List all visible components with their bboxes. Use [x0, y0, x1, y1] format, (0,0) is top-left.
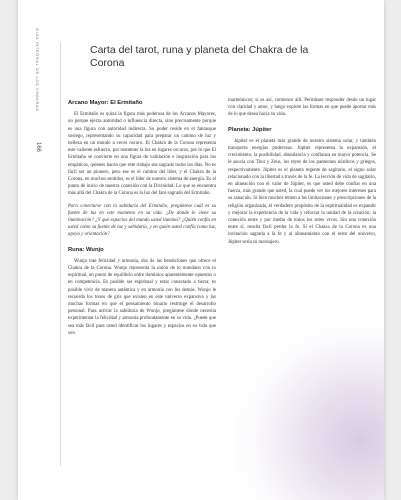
- paragraph: El Ermitaño es quizá la figura más poderosa de los Arcanos Mayores, no porque ejerza autoridad o influencia directa, sino precisamente porque es una figura con autoridad indirecta. Su poder reside en el fantasque sosiego, representando su capacidad para preparar un camino de luz y belleza en un mundo a veces oscuro. El Chakra de la Corona representa este valiente esfuerzo, por mantener la luz en lugares oscuros, por lo que El Ermitaño se convierte en una figura de validación e inspiración para los empáticos, quienes hacen que este trabajo sea sagrado todos los días. No es fácil ser un pionero, pero ese es el camino del líder, y el Chakra de la Corona, en muchos sentidos, es el líder de nuestro sistema de energía. Es el punto de inicio de nuestra conexión con la Divinidad. Lo que se encuentra más allá del Chakra de la Corona es la luz del faro sagrado del Ermitaño.: [68, 112, 216, 197]
- section-heading-tarot: Arcano Mayor: El Ermitaño: [68, 100, 143, 106]
- right-column: [228, 97, 376, 251]
- page-title: Carta del tarot, runa y planeta del Chakra de la Corona: [90, 44, 309, 69]
- paragraph-questions: Para conectarse con la sabiduría del Ermitaño, pregúntese cuál es su fuente de luz en este momento en su vida. ¿De dónde le viene su iluminación? ¿Y qué espacios del mundo usted ilumina? ¿Quién confía en usted como su fuente de luz y sabiduría, y en quién usted confía como luz, apoyo y orientación?: [68, 203, 216, 238]
- margin-rule: [60, 42, 61, 466]
- paragraph: Wunjo trae felicidad y armonía, dos de las bendiciones que ofrece el Chakra de la Corona. Wunjo representa la unión de lo mundano con lo espiritual, un punto de equilibrio entre dominios aparentemente opuestos o en competencia. Es posible ser espiritual y estar conectado a tierra; es posible vivir de manera auténtica y en armonía con los demás. Wunjo le recuerda los tonos de gris que existen en este universo expansivo y las muchas formas en que el pensamiento binario restringe el desarrollo personal. Para activar la sabiduría de Wunjo, pregúntese dónde necesita experimentar la felicidad y armonía profundamente en su vida. ¿Puede que sea más fácil para usted identificar los lugares y espacios en su vida que son: [68, 258, 216, 336]
- paragraph: Júpiter es el planeta más grande de nuestro sistema solar, y también transporta energías poderosas. Júpiter representa la expansión, el crecimiento, la posibilidad, abundancia y confianza en mayor potencia. Se le asocia con Thor y Zeus, los reyes de los panteones nórdicos y griegos, respectivamente. Júpiter es el planeta regente de sagitario, el signo solar relacionado con la libertad a través de la fe. La lección de vida de sagitario, en alineación con el valor de Júpiter, es que usted debe confiar en una fuerza, más grande que usted, la cual puede ver los mejores intereses para su sanación. Si bien muchos temen a las limitaciones y prescripciones de la religión organizada, el verdadero propósito de la espiritualidad es expandir y mejorar la experiencia de la vida y reforzar la unidad de la creación; la conexión entre y por medio de todos los seres vivos. Sin una conexión entre sí, resulta fácil perder la fe. Si el Chakra de la Corona es una invitación sagrada a la fe y al alineamiento con el resto del universo, Júpiter sería su mensajero.: [228, 138, 376, 245]
- running-head: GUÍA INTEGRAL DE LOS CHAKRAS: [35, 28, 40, 112]
- paragraph-continued: inarmónicos; si es así, comience allí. Permítase responder desde un lugar con claridad y amor, y luego explore las formas en que puede aportar más de lo que desea hacia su vida.: [228, 98, 376, 118]
- page-margin: [35, 0, 49, 500]
- watercolor-decoration: [234, 320, 384, 500]
- left-column: [68, 100, 216, 342]
- section-heading-rune: Runa: Wunjo: [68, 246, 104, 253]
- book-page: [18, 0, 384, 500]
- page-number: 166: [35, 142, 41, 153]
- section-heading-planet: Planeta: Júpiter: [228, 126, 272, 133]
